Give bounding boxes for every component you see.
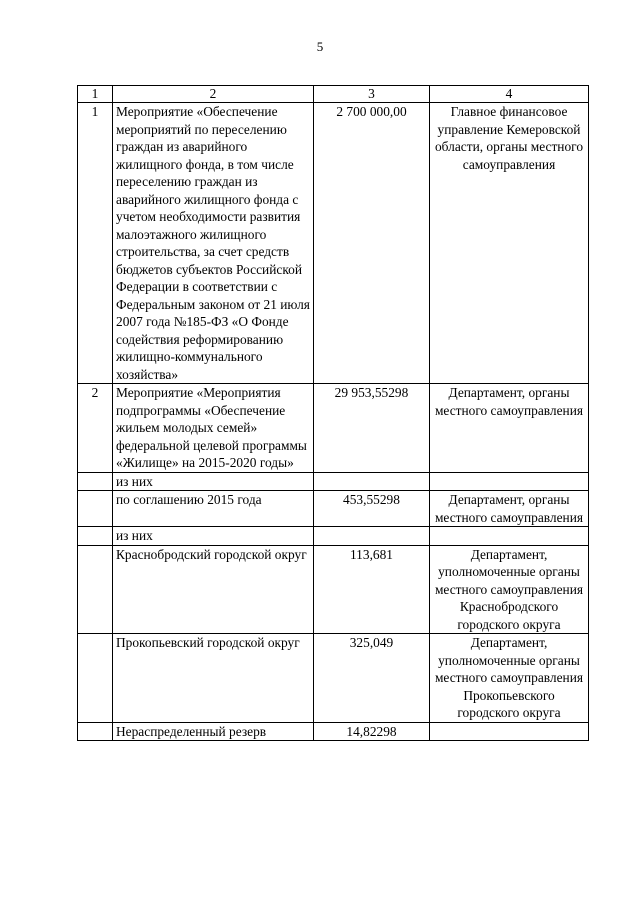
row-number: [78, 545, 113, 634]
amount: 325,049: [314, 634, 430, 723]
activity-name: Мероприятие «Мероприятия подпрограммы «Обеспечение жильем молодых семей» федеральной целевой программы «Жилище» на 2015-2020 годы»: [113, 384, 314, 473]
table-row: [78, 545, 589, 634]
column-header: 1: [78, 86, 113, 103]
column-header: 2: [113, 86, 314, 103]
funding-table: [77, 85, 589, 741]
executor: [430, 472, 589, 491]
row-number: 2: [78, 384, 113, 473]
amount: 113,681: [314, 545, 430, 634]
row-number: [78, 722, 113, 741]
table-row: [78, 527, 589, 546]
row-number: [78, 472, 113, 491]
amount: 2 700 000,00: [314, 103, 430, 384]
activity-name: из них: [113, 472, 314, 491]
table-row: [78, 103, 589, 384]
executor: [430, 527, 589, 546]
amount: [314, 472, 430, 491]
row-number: [78, 527, 113, 546]
row-number: 1: [78, 103, 113, 384]
row-number: [78, 491, 113, 527]
column-header: 4: [430, 86, 589, 103]
activity-name: Мероприятие «Обеспечение мероприятий по переселению граждан из аварийного жилищного фонда, в том числе переселению граждан из аварийного жилищного фонда с учетом необходимости развития малоэтажного жилищного строительства, за счет средств бюджетов субъектов Российской Федерации в соответствии с Федеральным законом от 21 июля 2007 года №185-ФЗ «О Фонде содействия реформированию жилищно-коммунального хозяйства»: [113, 103, 314, 384]
executor: Главное финансовое управление Кемеровской области, органы местного самоуправления: [430, 103, 589, 384]
executor: Департамент, уполномоченные органы местного самоуправления Краснобродского городского округа: [430, 545, 589, 634]
activity-name: Прокопьевский городской округ: [113, 634, 314, 723]
executor: Департамент, органы местного самоуправления: [430, 384, 589, 473]
table-row: [78, 722, 589, 741]
table-row: [78, 472, 589, 491]
activity-name: из них: [113, 527, 314, 546]
amount: 453,55298: [314, 491, 430, 527]
row-number: [78, 634, 113, 723]
executor: Департамент, органы местного самоуправления: [430, 491, 589, 527]
column-header: 3: [314, 86, 430, 103]
page-number: 5: [316, 39, 324, 54]
amount: 29 953,55298: [314, 384, 430, 473]
amount: 14,82298: [314, 722, 430, 741]
executor: Департамент, уполномоченные органы местного самоуправления Прокопьевского городского округа: [430, 634, 589, 723]
executor: [430, 722, 589, 741]
table-header-row: [78, 86, 589, 103]
amount: [314, 527, 430, 546]
activity-name: Краснобродский городской округ: [113, 545, 314, 634]
table-row: [78, 491, 589, 527]
table-row: [78, 634, 589, 723]
activity-name: по соглашению 2015 года: [113, 491, 314, 527]
table-row: [78, 384, 589, 473]
activity-name: Нераспределенный резерв: [113, 722, 314, 741]
